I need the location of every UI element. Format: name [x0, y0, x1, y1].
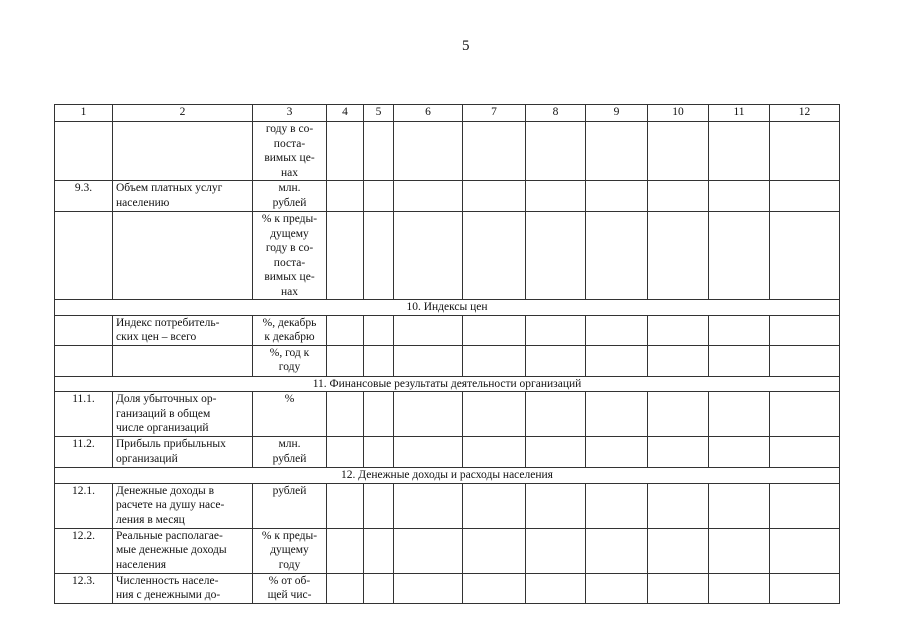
page-number: 5	[462, 38, 470, 54]
section-title: 12. Денежные доходы и расходы населения	[55, 468, 840, 484]
value-cell	[526, 181, 586, 212]
section-title: 10. Индексы цен	[55, 300, 840, 316]
row-number: 12.3.	[55, 573, 113, 603]
table-body	[55, 105, 840, 604]
value-cell	[327, 528, 364, 573]
value-cell	[586, 345, 648, 376]
table-row	[55, 181, 840, 212]
column-header: 9	[586, 105, 648, 122]
value-cell	[648, 483, 709, 528]
section-title: 11. Финансовые результаты деятельности организаций	[55, 376, 840, 392]
indicator-name: Численность населе- ния с денежными до-	[113, 573, 253, 603]
column-header: 7	[463, 105, 526, 122]
value-cell	[648, 315, 709, 345]
value-cell	[526, 122, 586, 181]
indicator-name: Индекс потребитель- ских цен – всего	[113, 315, 253, 345]
unit-of-measure: % к преды- дущему году	[253, 528, 327, 573]
value-cell	[394, 315, 463, 345]
column-header: 8	[526, 105, 586, 122]
unit-of-measure: млн. рублей	[253, 437, 327, 468]
value-cell	[709, 181, 770, 212]
table-row	[55, 483, 840, 528]
value-cell	[327, 573, 364, 603]
value-cell	[394, 345, 463, 376]
table-row	[55, 437, 840, 468]
row-number	[55, 122, 113, 181]
indicator-name: Прибыль прибыльных организаций	[113, 437, 253, 468]
value-cell	[463, 573, 526, 603]
value-cell	[526, 392, 586, 437]
row-number	[55, 315, 113, 345]
value-cell	[770, 437, 840, 468]
value-cell	[463, 315, 526, 345]
indicator-name: Доля убыточных ор- ганизаций в общем числе организаций	[113, 392, 253, 437]
indicator-name: Реальные располагае- мые денежные доходы населения	[113, 528, 253, 573]
value-cell	[463, 122, 526, 181]
value-cell	[586, 483, 648, 528]
value-cell	[463, 437, 526, 468]
column-header: 2	[113, 105, 253, 122]
value-cell	[526, 483, 586, 528]
value-cell	[586, 315, 648, 345]
table-row	[55, 392, 840, 437]
value-cell	[770, 483, 840, 528]
value-cell	[327, 315, 364, 345]
value-cell	[648, 122, 709, 181]
value-cell	[526, 315, 586, 345]
value-cell	[327, 122, 364, 181]
value-cell	[648, 573, 709, 603]
value-cell	[327, 181, 364, 212]
value-cell	[327, 392, 364, 437]
value-cell	[526, 212, 586, 300]
value-cell	[364, 315, 394, 345]
value-cell	[364, 212, 394, 300]
value-cell	[709, 122, 770, 181]
value-cell	[394, 212, 463, 300]
value-cell	[709, 528, 770, 573]
value-cell	[364, 122, 394, 181]
column-header: 11	[709, 105, 770, 122]
unit-of-measure: %, год к году	[253, 345, 327, 376]
column-header: 6	[394, 105, 463, 122]
row-number: 11.1.	[55, 392, 113, 437]
unit-of-measure: млн. рублей	[253, 181, 327, 212]
value-cell	[770, 212, 840, 300]
row-number	[55, 212, 113, 300]
section-row	[55, 468, 840, 484]
value-cell	[648, 437, 709, 468]
indicator-name	[113, 122, 253, 181]
row-number: 12.1.	[55, 483, 113, 528]
value-cell	[394, 181, 463, 212]
indicator-name	[113, 212, 253, 300]
value-cell	[463, 528, 526, 573]
value-cell	[526, 437, 586, 468]
value-cell	[394, 483, 463, 528]
value-cell	[770, 122, 840, 181]
value-cell	[394, 392, 463, 437]
unit-of-measure: %, декабрь к декабрю	[253, 315, 327, 345]
value-cell	[526, 345, 586, 376]
row-number	[55, 345, 113, 376]
value-cell	[586, 122, 648, 181]
value-cell	[364, 437, 394, 468]
value-cell	[648, 212, 709, 300]
value-cell	[327, 212, 364, 300]
indicators-table	[54, 104, 840, 604]
value-cell	[394, 573, 463, 603]
value-cell	[327, 483, 364, 528]
value-cell	[364, 181, 394, 212]
row-number: 12.2.	[55, 528, 113, 573]
value-cell	[586, 181, 648, 212]
unit-of-measure: году в со- поста- вимых це- нах	[253, 122, 327, 181]
value-cell	[394, 528, 463, 573]
value-cell	[709, 345, 770, 376]
value-cell	[526, 573, 586, 603]
value-cell	[709, 483, 770, 528]
value-cell	[463, 212, 526, 300]
table-row	[55, 122, 840, 181]
column-header: 3	[253, 105, 327, 122]
value-cell	[364, 528, 394, 573]
section-row	[55, 376, 840, 392]
unit-of-measure: %	[253, 392, 327, 437]
value-cell	[709, 315, 770, 345]
value-cell	[463, 483, 526, 528]
value-cell	[364, 345, 394, 376]
value-cell	[394, 122, 463, 181]
column-header: 12	[770, 105, 840, 122]
row-number: 9.3.	[55, 181, 113, 212]
indicator-name: Объем платных услуг населению	[113, 181, 253, 212]
column-header: 1	[55, 105, 113, 122]
value-cell	[709, 573, 770, 603]
unit-of-measure: % к преды- дущему году в со- поста- вимых це- нах	[253, 212, 327, 300]
value-cell	[364, 573, 394, 603]
table-row	[55, 528, 840, 573]
column-header: 5	[364, 105, 394, 122]
value-cell	[770, 315, 840, 345]
column-header: 4	[327, 105, 364, 122]
section-row	[55, 300, 840, 316]
table-row	[55, 573, 840, 603]
value-cell	[586, 212, 648, 300]
value-cell	[770, 528, 840, 573]
header-row	[55, 105, 840, 122]
value-cell	[364, 483, 394, 528]
table-row	[55, 315, 840, 345]
value-cell	[463, 181, 526, 212]
value-cell	[526, 528, 586, 573]
row-number: 11.2.	[55, 437, 113, 468]
value-cell	[770, 345, 840, 376]
value-cell	[770, 392, 840, 437]
value-cell	[709, 392, 770, 437]
column-header: 10	[648, 105, 709, 122]
value-cell	[586, 392, 648, 437]
value-cell	[648, 528, 709, 573]
value-cell	[463, 345, 526, 376]
value-cell	[648, 181, 709, 212]
value-cell	[364, 392, 394, 437]
unit-of-measure: % от об- щей чис-	[253, 573, 327, 603]
value-cell	[394, 437, 463, 468]
value-cell	[770, 573, 840, 603]
value-cell	[586, 528, 648, 573]
value-cell	[327, 437, 364, 468]
value-cell	[327, 345, 364, 376]
table-row	[55, 212, 840, 300]
table-row	[55, 345, 840, 376]
unit-of-measure: рублей	[253, 483, 327, 528]
value-cell	[586, 437, 648, 468]
indicator-name	[113, 345, 253, 376]
value-cell	[770, 181, 840, 212]
value-cell	[648, 392, 709, 437]
value-cell	[586, 573, 648, 603]
value-cell	[648, 345, 709, 376]
value-cell	[709, 212, 770, 300]
value-cell	[709, 437, 770, 468]
indicator-name: Денежные доходы в расчете на душу насе- ления в месяц	[113, 483, 253, 528]
value-cell	[463, 392, 526, 437]
